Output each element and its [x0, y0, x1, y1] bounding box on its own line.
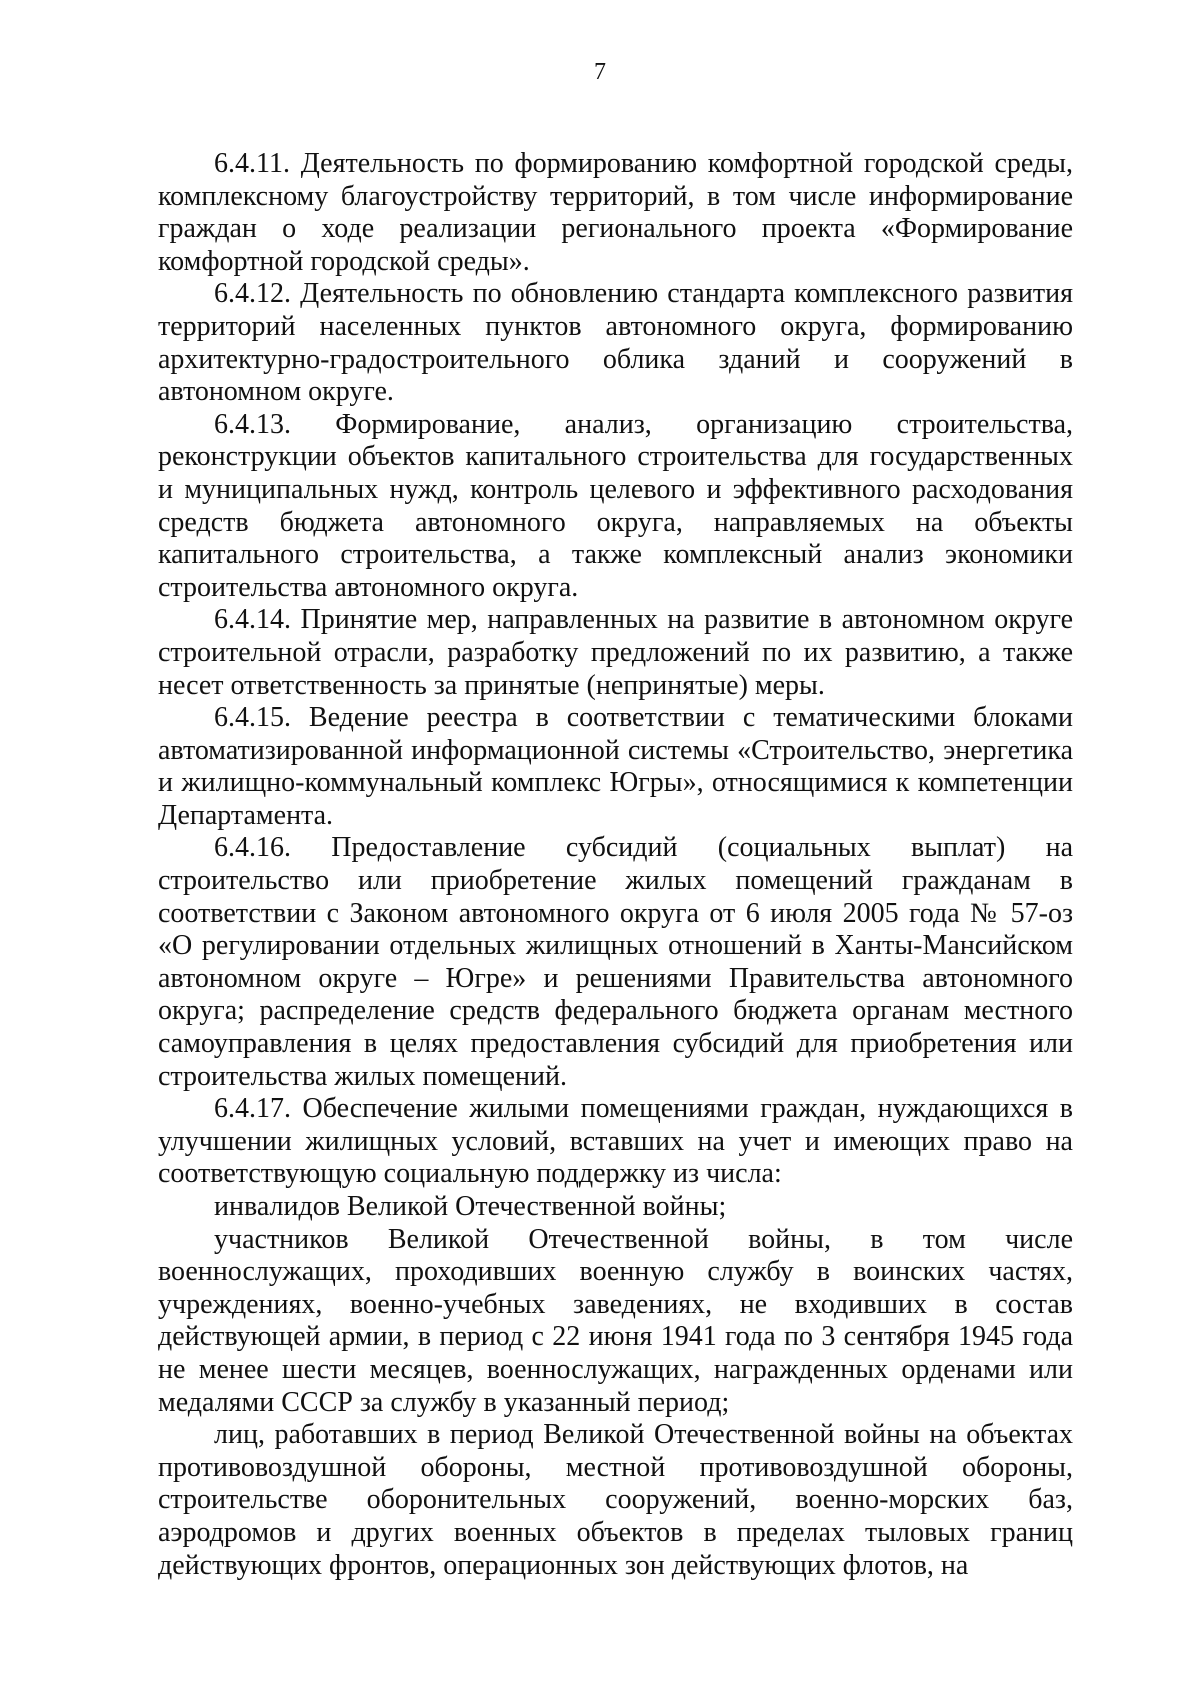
paragraph-6-4-14: 6.4.14. Принятие мер, направленных на развитие в автономном округе строительной отрасли, разработку предложений по их развитию, а также несет ответственность за принятые (непринятые) меры. — [158, 604, 1073, 701]
list-item-participants: участников Великой Отечественной войны, в том числе военнослужащих, проходивших военную службу в воинских частях, учреждениях, военно-учебных заведениях, не входивших в состав действующей армии, в период с 22 июня 1941 года по 3 сентября 1945 года не менее шести месяцев, военнослужащих, награжденных орденами или медалями СССР за службу в указанный период; — [158, 1223, 1073, 1418]
list-item-workers: лиц, работавших в период Великой Отечественной войны на объектах противовоздушной обороны, местной противовоздушной обороны, строительстве оборонительных сооружений, военно-морских баз, аэродромов и других военных объектов в пределах тыловых границ действующих фронтов, операционных зон действующих флотов, на — [158, 1419, 1073, 1581]
page-number: 7 — [594, 59, 606, 85]
document-body — [158, 148, 1073, 1582]
paragraph-6-4-11: 6.4.11. Деятельность по формированию комфортной городской среды, комплексному благоустройству территорий, в том числе информирование граждан о ходе реализации регионального проекта «Формирование комфортной городской среды». — [158, 148, 1073, 277]
paragraph-6-4-16: 6.4.16. Предоставление субсидий (социальных выплат) на строительство или приобретение жилых помещений гражданам в соответствии с Законом автономного округа от 6 июля 2005 года № 57-оз «О регулировании отдельных жилищных отношений в Ханты-Мансийском автономном округе – Югре» и решениями Правительства автономного округа; распределение средств федерального бюджета органам местного самоуправления в целях предоставления субсидий для приобретения или строительства жилых помещений. — [158, 832, 1073, 1092]
list-item-invalids: инвалидов Великой Отечественной войны; — [214, 1191, 727, 1222]
paragraph-6-4-15: 6.4.15. Ведение реестра в соответствии с тематическими блоками автоматизированной информационной системы «Строительство, энергетика и жилищно-коммунальный комплекс Югры», относящимися к компетенции Департамента. — [158, 702, 1073, 831]
paragraph-6-4-13: 6.4.13. Формирование, анализ, организацию строительства, реконструкции объектов капитального строительства для государственных и муниципальных нужд, контроль целевого и эффективного расходования средств бюджета автономного округа, направляемых на объекты капитального строительства, а также комплексный анализ экономики строительства автономного округа. — [158, 408, 1073, 603]
paragraph-6-4-12: 6.4.12. Деятельность по обновлению стандарта комплексного развития территорий населенных пунктов автономного округа, формированию архитектурно-градостроительного облика зданий и сооружений в автономном округе. — [158, 278, 1073, 408]
paragraph-6-4-17: 6.4.17. Обеспечение жилыми помещениями граждан, нуждающихся в улучшении жилищных условий, вставших на учет и имеющих право на соответствующую социальную поддержку из числа: — [158, 1093, 1073, 1190]
